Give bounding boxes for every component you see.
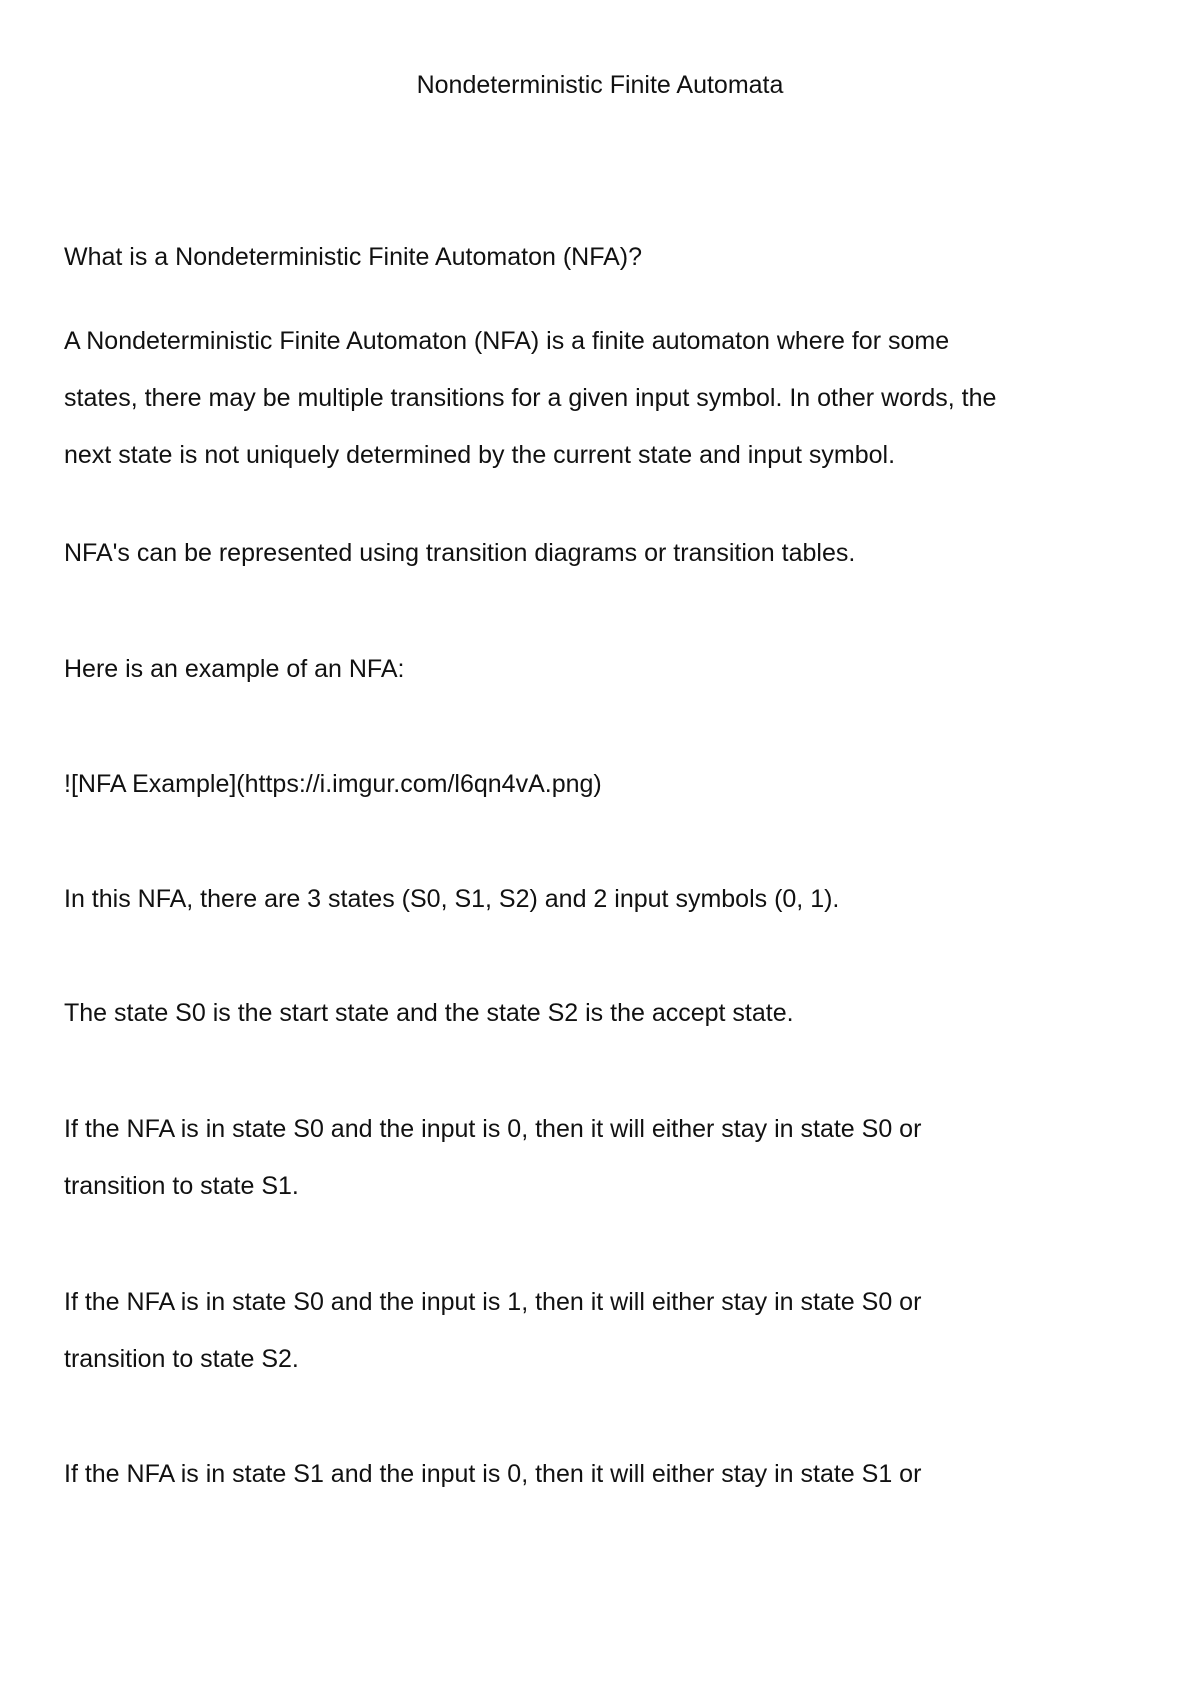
example-intro-paragraph: Here is an example of an NFA: — [64, 655, 405, 683]
paragraph-line: transition to state S2. — [64, 1345, 299, 1373]
paragraph-line: transition to state S1. — [64, 1172, 299, 1200]
representation-paragraph: NFA's can be represented using transition diagrams or transition tables. — [64, 539, 856, 567]
paragraph-line: A Nondeterministic Finite Automaton (NFA) is a finite automaton where for some — [64, 327, 950, 355]
document-title: Nondeterministic Finite Automata — [416, 71, 784, 99]
paragraph-line: states, there may be multiple transitions for a given input symbol. In other words, the — [64, 384, 997, 412]
paragraph-line: If the NFA is in state S1 and the input is 0, then it will either stay in state S1 or — [64, 1460, 922, 1488]
image-markdown-text: ![NFA Example](https://i.imgur.com/l6qn4vA.png) — [64, 770, 602, 798]
rule-paragraph-s1-input-0 — [64, 1446, 1144, 1503]
paragraph-line: next state is not uniquely determined by the current state and input symbol. — [64, 441, 896, 469]
start-accept-paragraph: The state S0 is the start state and the state S2 is the accept state. — [64, 999, 794, 1027]
definition-paragraph — [64, 313, 1144, 484]
rule-paragraph-s0-input-1 — [64, 1274, 1144, 1388]
rule-paragraph-s0-input-0 — [64, 1101, 1144, 1215]
paragraph-line: If the NFA is in state S0 and the input is 0, then it will either stay in state S0 or — [64, 1115, 922, 1143]
states-info-paragraph: In this NFA, there are 3 states (S0, S1, S2) and 2 input symbols (0, 1). — [64, 885, 840, 913]
section-heading: What is a Nondeterministic Finite Automaton (NFA)? — [64, 243, 643, 271]
paragraph-line: If the NFA is in state S0 and the input is 1, then it will either stay in state S0 or — [64, 1288, 922, 1316]
